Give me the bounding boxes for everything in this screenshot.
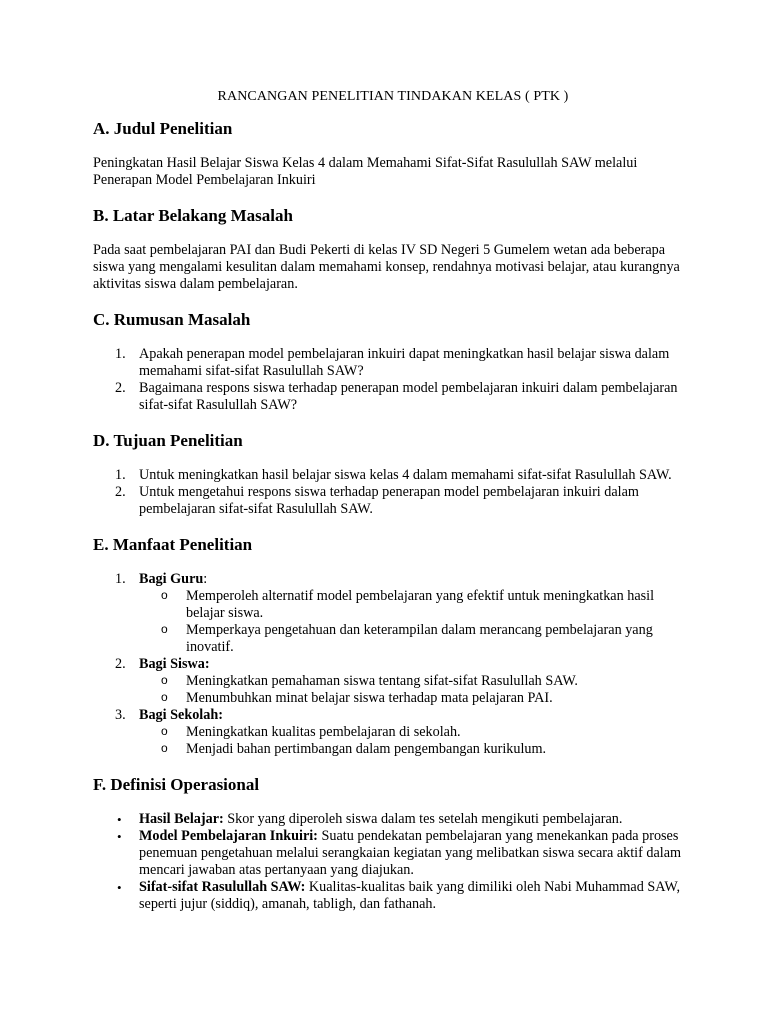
- circle-bullet-icon: o: [161, 690, 168, 704]
- circle-bullet-icon: o: [161, 622, 168, 636]
- sub-list-item: [139, 690, 693, 707]
- list-number: 3.: [115, 707, 126, 723]
- group-label: Bagi Siswa:: [139, 656, 210, 672]
- circle-bullet-icon: o: [161, 724, 168, 738]
- list-number: 1.: [115, 467, 126, 483]
- sub-list-item: [139, 724, 693, 741]
- list-number: 2.: [115, 656, 126, 672]
- section-d-heading: D. Tujuan Penelitian: [93, 431, 243, 450]
- list-item: [93, 571, 693, 656]
- sub-list-item: [139, 741, 693, 758]
- list-item: [93, 656, 693, 707]
- list-item: [93, 828, 693, 879]
- tujuan-penelitian-list: [93, 467, 693, 518]
- sub-list-item-text: Memperkaya pengetahuan dan keterampilan dalam merancang pembelajaran yang inovatif.: [186, 622, 653, 655]
- sub-list: [139, 724, 693, 758]
- list-item-text: Untuk meningkatkan hasil belajar siswa kelas 4 dalam memahami sifat-sifat Rasulullah SAW.: [139, 467, 672, 483]
- section-c-heading: C. Rumusan Masalah: [93, 310, 251, 329]
- bullet-icon: •: [117, 812, 122, 827]
- definisi-operasional-list: [93, 811, 693, 913]
- sub-list-item-text: Meningkatkan kualitas pembelajaran di sekolah.: [186, 724, 461, 740]
- definition-text: Skor yang diperoleh siswa dalam tes setelah mengikuti pembelajaran.: [223, 811, 623, 827]
- circle-bullet-icon: o: [161, 673, 168, 687]
- list-item-text: Bagaimana respons siswa terhadap penerapan model pembelajaran inkuiri dalam pembelajaran sifat-sifat Rasulullah SAW?: [139, 380, 678, 413]
- manfaat-penelitian-list: [93, 571, 693, 758]
- sub-list-item-text: Menjadi bahan pertimbangan dalam pengembangan kurikulum.: [186, 741, 547, 757]
- list-number: 1.: [115, 346, 126, 362]
- section-a-heading: A. Judul Penelitian: [93, 119, 233, 138]
- list-item: [93, 811, 693, 828]
- circle-bullet-icon: o: [161, 741, 168, 755]
- section-a-text: Peningkatan Hasil Belajar Siswa Kelas 4 dalam Memahami Sifat-Sifat Rasulullah SAW melalui Penerapan Model Pembelajaran Inkuiri: [93, 155, 638, 188]
- section-f-heading: F. Definisi Operasional: [93, 775, 260, 794]
- definition-term: Hasil Belajar:: [139, 811, 224, 827]
- list-item-text: Apakah penerapan model pembelajaran inkuiri dapat meningkatkan hasil belajar siswa dalam memahami sifat-sifat Rasulullah SAW?: [139, 346, 670, 379]
- sub-list-item: [139, 588, 693, 622]
- list-item: [93, 879, 693, 913]
- sub-list-item-text: Memperoleh alternatif model pembelajaran yang efektif untuk meningkatkan hasil belajar siswa.: [186, 588, 655, 621]
- document-page: [93, 88, 693, 930]
- sub-list-item-text: Menumbuhkan minat belajar siswa terhadap mata pelajaran PAI.: [186, 690, 553, 706]
- list-item-text: Untuk mengetahui respons siswa terhadap penerapan model pembelajaran inkuiri dalam pembelajaran sifat-sifat Rasulullah SAW.: [139, 484, 639, 517]
- group-label-colon: :: [203, 571, 208, 587]
- sub-list: [139, 588, 693, 656]
- list-number: 2.: [115, 380, 126, 396]
- circle-bullet-icon: o: [161, 588, 168, 602]
- section-e-heading: E. Manfaat Penelitian: [93, 535, 253, 554]
- sub-list: [139, 673, 693, 707]
- list-item: [93, 484, 693, 518]
- section-b-heading: B. Latar Belakang Masalah: [93, 206, 293, 225]
- bullet-icon: •: [117, 829, 122, 844]
- definition-term: Model Pembelajaran Inkuiri:: [139, 828, 318, 844]
- rumusan-masalah-list: [93, 346, 693, 414]
- list-item: [93, 346, 693, 380]
- list-item: [93, 380, 693, 414]
- bullet-icon: •: [117, 880, 122, 895]
- list-item: [93, 467, 693, 484]
- group-label: Bagi Guru: [139, 571, 204, 587]
- group-label: Bagi Sekolah:: [139, 707, 223, 723]
- list-number: 1.: [115, 571, 126, 587]
- list-number: 2.: [115, 484, 126, 500]
- definition-text: Suatu pendekatan pembelajaran yang menekankan pada proses penemuan pengetahuan melalui serangkaian kegiatan yang melibatkan siswa secara aktif dalam mencari jawaban atas pertanyaan yang diajukan.: [139, 828, 682, 878]
- document-title: RANCANGAN PENELITIAN TINDAKAN KELAS ( PTK ): [217, 89, 569, 104]
- sub-list-item: [139, 622, 693, 656]
- definition-text: Kualitas-kualitas baik yang dimiliki oleh Nabi Muhammad SAW, seperti jujur (siddiq), amanah, tabligh, dan fathanah.: [139, 879, 680, 912]
- sub-list-item: [139, 673, 693, 690]
- list-item: [93, 707, 693, 758]
- sub-list-item-text: Meningkatkan pemahaman siswa tentang sifat-sifat Rasulullah SAW.: [186, 673, 578, 689]
- section-b-text: Pada saat pembelajaran PAI dan Budi Pekerti di kelas IV SD Negeri 5 Gumelem wetan ada beberapa siswa yang mengalami kesulitan dalam memahami konsep, rendahnya motivasi belajar, atau kurangnya aktivitas siswa dalam pembelajaran.: [93, 242, 680, 292]
- definition-term: Sifat-sifat Rasulullah SAW:: [139, 879, 306, 895]
